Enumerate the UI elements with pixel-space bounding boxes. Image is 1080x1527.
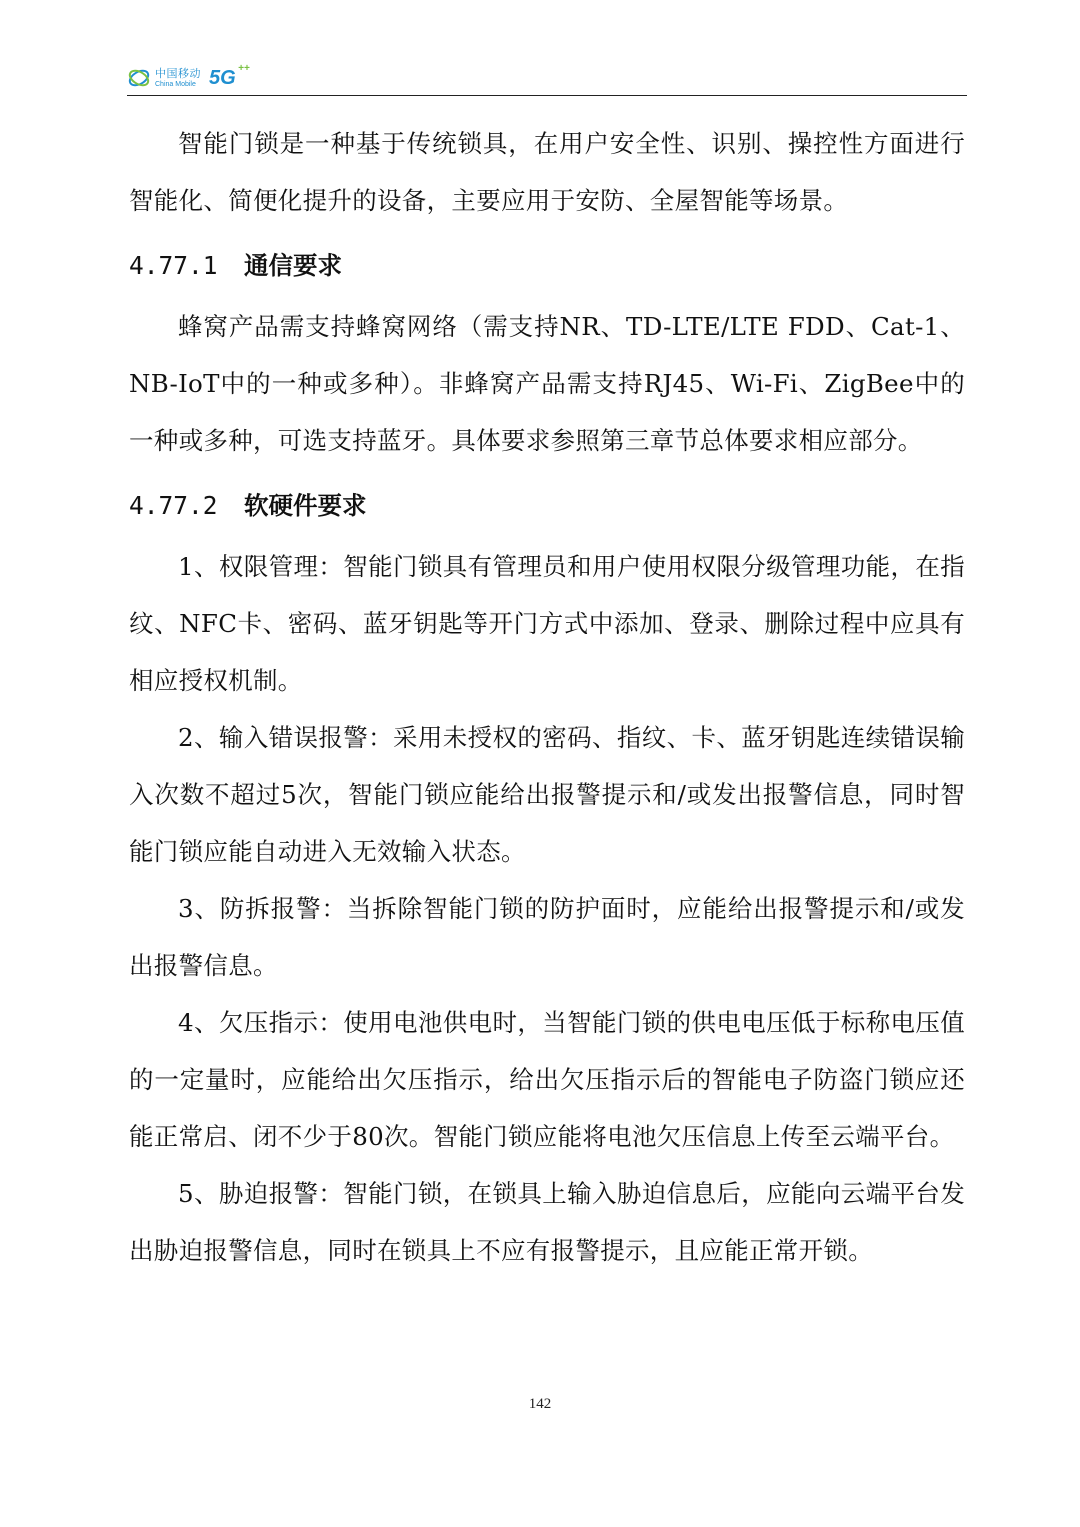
logo-5g bbox=[209, 62, 250, 90]
section-title: 通信要求 bbox=[244, 251, 342, 280]
china-mobile-logo-icon bbox=[127, 66, 151, 90]
requirement-item-duress-alarm: 5、胁迫报警：智能门锁，在锁具上输入胁迫信息后，应能向云端平台发出胁迫报警信息，同时在锁具上不应有报警提示，且应能正常开锁。 bbox=[129, 1179, 965, 1265]
requirement-item-low-voltage: 4、欠压指示：使用电池供电时，当智能门锁的供电电压低于标称电压值的一定量时，应能给出欠压指示，给出欠压指示后的智能电子防盗门锁应还能正常启、闭不少于80次。智能门锁应能将电池欠压信息上传至云端平台。 bbox=[129, 1008, 965, 1151]
page-header bbox=[127, 58, 967, 98]
header-divider bbox=[127, 95, 967, 96]
requirement-item-permission: 1、权限管理：智能门锁具有管理员和用户使用权限分级管理功能，在指纹、NFC卡、密码、蓝牙钥匙等开门方式中添加、登录、删除过程中应具有相应授权机制。 bbox=[129, 552, 965, 695]
section-number: 4.77.2 bbox=[129, 491, 218, 520]
requirement-item-tamper-alarm: 3、防拆报警：当拆除智能门锁的防护面时，应能给出报警提示和/或发出报警信息。 bbox=[129, 894, 965, 980]
section-title: 软硬件要求 bbox=[244, 491, 367, 520]
logo-5g-text: 5G bbox=[209, 66, 236, 89]
logo-5g-plus: ++ bbox=[238, 62, 250, 74]
logo-text bbox=[155, 68, 201, 88]
requirement-item-input-error-alarm: 2、输入错误报警：采用未授权的密码、指纹、卡、蓝牙钥匙连续错误输入次数不超过5次，智能门锁应能给出报警提示和/或发出报警信息，同时智能门锁应能自动进入无效输入状态。 bbox=[129, 723, 965, 866]
section-heading-hardware-software bbox=[129, 477, 965, 534]
document-body bbox=[129, 115, 965, 1279]
section-number: 4.77.1 bbox=[129, 251, 218, 280]
logo-text-en: China Mobile bbox=[155, 81, 196, 88]
section-heading-communication bbox=[129, 237, 965, 294]
logo-text-cn: 中国移动 bbox=[155, 67, 201, 80]
page-number: 142 bbox=[528, 1396, 552, 1412]
intro-paragraph: 智能门锁是一种基于传统锁具，在用户安全性、识别、操控性方面进行智能化、简便化提升的设备，主要应用于安防、全屋智能等场景。 bbox=[129, 129, 965, 215]
china-mobile-logo bbox=[127, 60, 250, 96]
communication-paragraph: 蜂窝产品需支持蜂窝网络（需支持NR、TD-LTE/LTE FDD、Cat-1、NB-IoT中的一种或多种）。非蜂窝产品需支持RJ45、Wi-Fi、ZigBee中的一种或多种，可选支持蓝牙。具体要求参照第三章节总体要求相应部分。 bbox=[129, 312, 965, 455]
